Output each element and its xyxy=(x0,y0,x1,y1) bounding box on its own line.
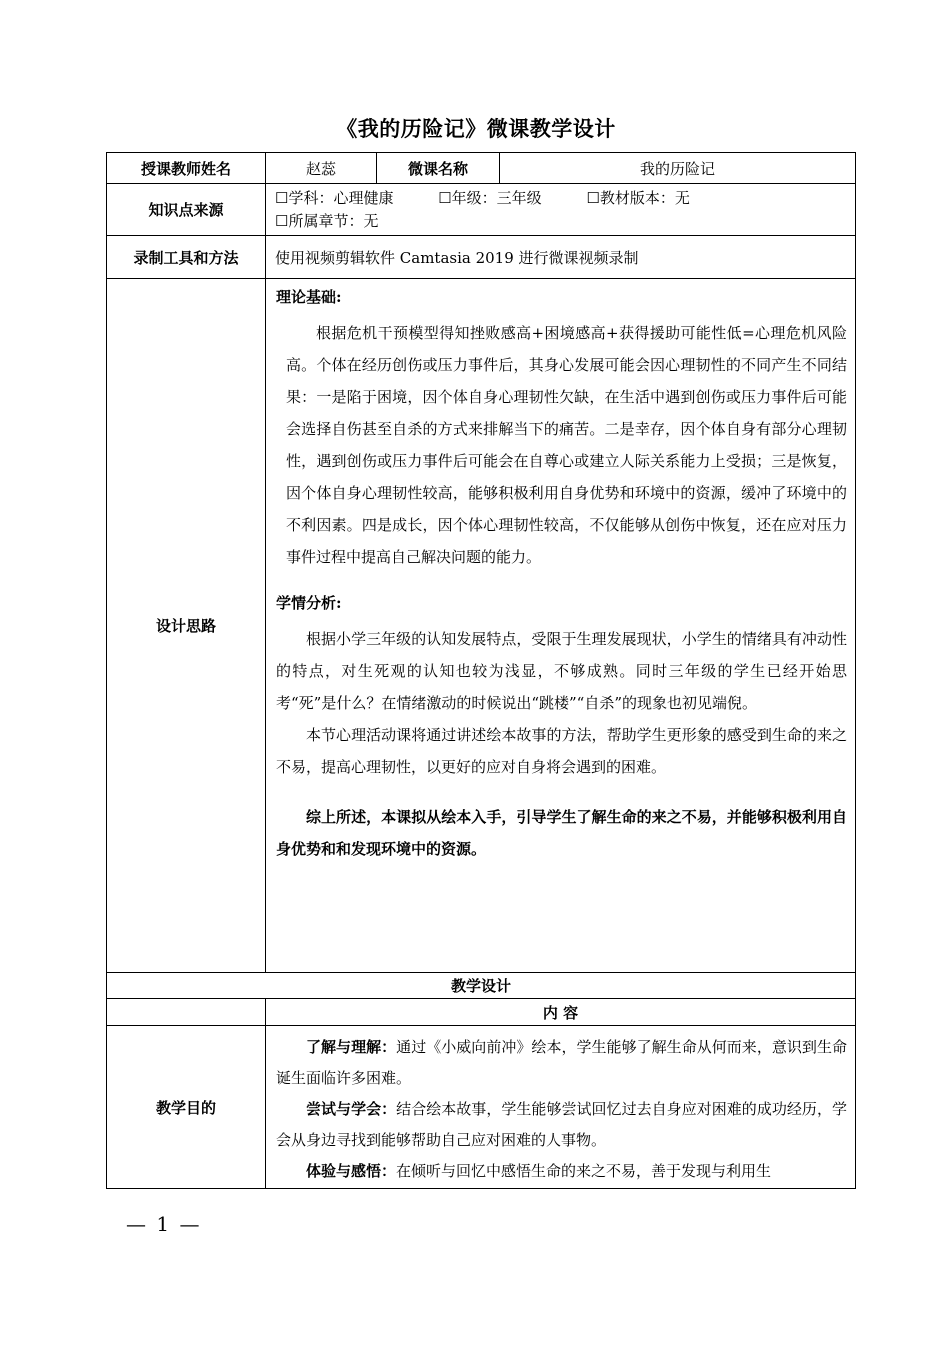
goal-content xyxy=(266,1026,856,1189)
content-header: 内 容 xyxy=(266,999,856,1026)
document-title: 《我的历险记》微课教学设计 xyxy=(336,116,616,141)
goal-try: 尝试与学会：结合绘本故事，学生能够尝试回忆过去自身应对困难的成功经历，学会从身边寻找到能够帮助自己应对困难的人事物。 xyxy=(276,1100,847,1149)
teacher-row xyxy=(107,153,856,184)
design-label: 设计思路 xyxy=(107,279,266,973)
theory-heading: 理论基础: xyxy=(276,288,342,306)
course-name: 我的历险记 xyxy=(500,153,856,184)
teacher-label: 授课教师姓名 xyxy=(107,153,266,184)
teaching-section-header: 教学设计 xyxy=(107,973,856,999)
teaching-header-row xyxy=(107,973,856,999)
empty-header-cell xyxy=(107,999,266,1026)
lesson-design-table xyxy=(106,152,856,1189)
source-subject: ☐学科：心理健康 xyxy=(275,188,394,207)
goal-understand: 了解与理解：通过《小威向前冲》绘本，学生能够了解生命从何而来，意识到生命诞生面临许多困难。 xyxy=(276,1038,847,1087)
source-grade: ☐年级：三年级 xyxy=(438,188,542,207)
student-analysis-paragraph-2: 本节心理活动课将通过讲述绘本故事的方法，帮助学生更形象的感受到生命的来之不易，提高心理韧性，以更好的应对自身将会遇到的困难。 xyxy=(276,726,847,776)
theory-paragraph: 根据危机干预模型得知挫败感高+困境感高+获得援助可能性低=心理危机风险高。个体在经历创伤或压力事件后，其身心发展可能会因心理韧性的不同产生不同结果：一是陷于困境，因个体自身心理韧性欠缺，在生活中遇到创伤或压力事件后可能会选择自伤甚至自杀的方式来排解当下的痛苦。二是幸存，因个体自身有部分心理韧性，遇到创伤或压力事件后可能会在自尊心或建立人际关系能力上受损；三是恢复，因个体自身心理韧性较高，能够积极利用自身优势和环境中的资源，缓冲了环境中的不利因素。四是成长，因个体心理韧性较高，不仅能够从创伤中恢复，还在应对压力事件过程中提高自己解决问题的能力。 xyxy=(286,324,847,566)
page-number: — 1 — xyxy=(126,1212,202,1236)
teacher-name: 赵蕊 xyxy=(266,153,377,184)
goal-experience: 体验与感悟：在倾听与回忆中感悟生命的来之不易，善于发现与利用生 xyxy=(306,1162,772,1180)
source-edition: ☐教材版本：无 xyxy=(586,188,690,207)
goal-row xyxy=(107,1026,856,1189)
student-analysis-paragraph-1: 根据小学三年级的认知发展特点，受限于生理发展现状，小学生的情绪具有冲动性的特点，对生死观的认知也较为浅显，不够成熟。同时三年级的学生已经开始思考“死”是什么？在情绪激动的时候说出“跳楼”“自杀”的现象也初见端倪。 xyxy=(276,630,847,712)
source-content xyxy=(266,184,856,236)
design-content xyxy=(266,279,856,973)
source-row xyxy=(107,184,856,236)
tools-label: 录制工具和方法 xyxy=(107,236,266,279)
content-header-row xyxy=(107,999,856,1026)
tools-value: 使用视频剪辑软件 Camtasia 2019 进行微课视频录制 xyxy=(266,236,856,279)
source-label: 知识点来源 xyxy=(107,184,266,236)
student-analysis-heading: 学情分析: xyxy=(276,594,342,612)
course-label: 微课名称 xyxy=(377,153,500,184)
source-chapter: ☐所属章节：无 xyxy=(275,211,379,230)
design-row xyxy=(107,279,856,973)
goal-label: 教学目的 xyxy=(107,1026,266,1189)
summary-paragraph: 综上所述，本课拟从绘本入手，引导学生了解生命的来之不易，并能够积极利用自身优势和和发现环境中的资源。 xyxy=(276,808,847,858)
tools-row xyxy=(107,236,856,279)
